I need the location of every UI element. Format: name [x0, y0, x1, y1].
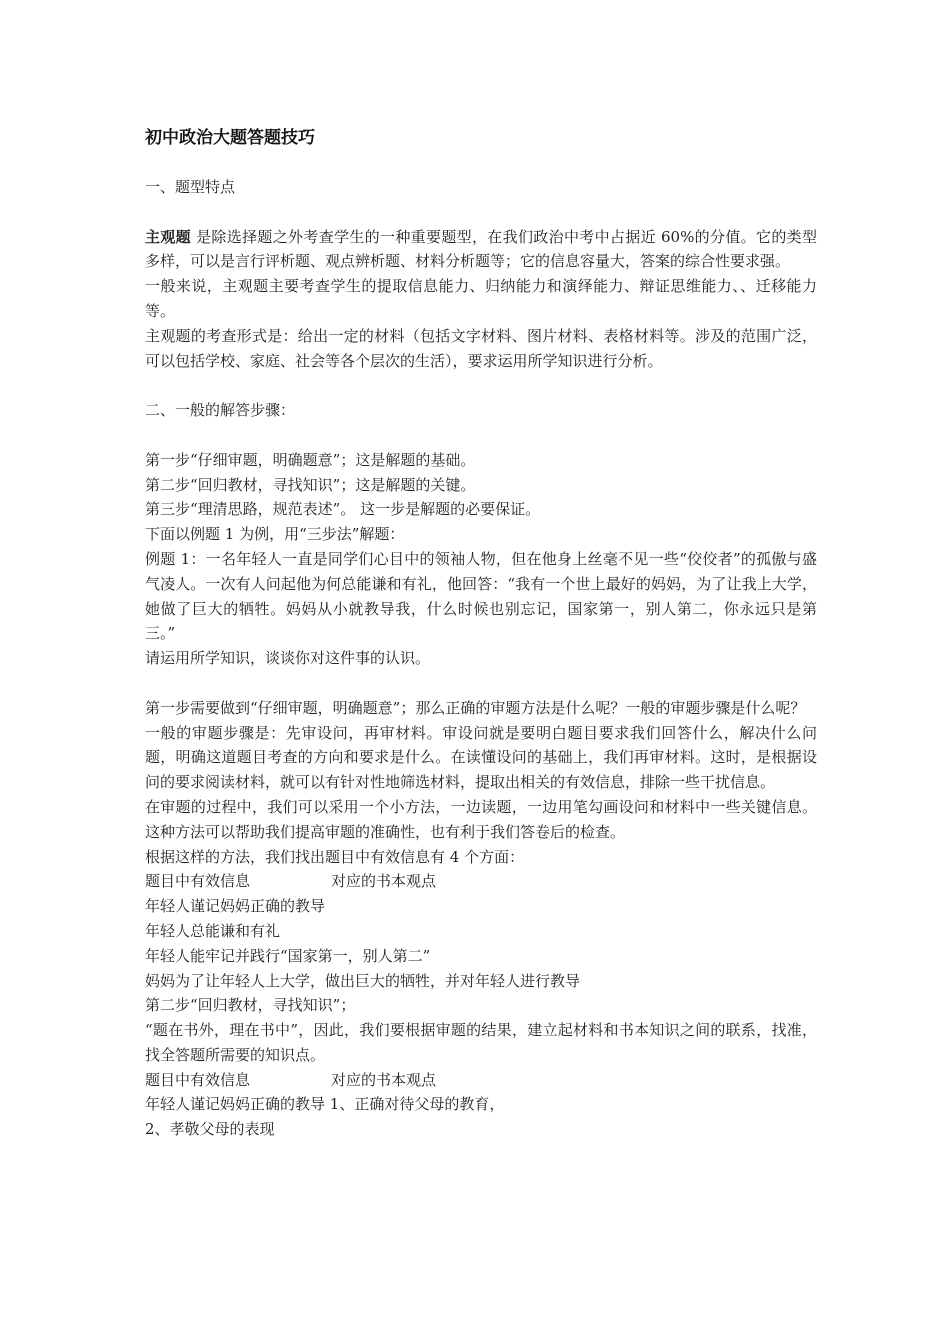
section-heading-features: 一、题型特点 — [145, 178, 236, 196]
step-one: 第一步“仔细审题，明确题意”；这是解题的基础。 — [145, 450, 476, 469]
document-title: 初中政治大题答题技巧 — [145, 128, 315, 148]
example-text: 例题 1：一名年轻人一直是同学们心目中的领袖人物，但在他身上丝毫不见一些“佼佼者”的孤傲与盛气凌人。一次有人问起他为何总能谦和有礼，他回答：“我有一个世上最好的妈妈，为了让我上大学，她做了巨大的牺牲。妈妈从小就教导我，什么时候也别忘记，国家第一，别人第二，你永远只是第三。” — [145, 549, 817, 643]
analysis-paragraph-2: 一般的审题步骤是：先审设问，再审材料。审设问就是要明白题目要求我们回答什么，解决什么问题，明确这道题目考查的方向和要求是什么。在读懂设问的基础上，我们再审材料。这时，是根据设问的要求阅读材料，就可以有针对性地筛选材料，提取出相关的有效信息，排除一些干扰信息。 — [145, 723, 817, 792]
list-item: 妈妈为了让年轻人上大学，做出巨大的牺牲，并对年轻人进行教导 — [145, 971, 581, 990]
table-row: 年轻人谨记妈妈正确的教导 1、正确对待父母的教育， — [145, 1095, 505, 1114]
list-item: 年轻人谨记妈妈正确的教导 — [145, 897, 326, 916]
table-header-viewpoint: 对应的书本观点 — [331, 872, 437, 891]
paragraph-text: 是除选择题之外考查学生的一种重要题型，在我们政治中考中占据近 60%的分值。它的类型多样，可以是言行评析题、观点辨析题、材料分析题等；它的信息容量大，答案的综合性要求强。 — [145, 227, 817, 271]
table-header-viewpoint: 对应的书本观点 — [331, 1070, 437, 1089]
table-header-info: 题目中有效信息 — [145, 872, 251, 891]
step-three: 第三步“理清思路，规范表述”。 这一步是解题的必要保证。 — [145, 500, 541, 519]
table-header-row-2 — [145, 1068, 817, 1093]
step-two-text: “题在书外，理在书中”，因此，我们要根据审题的结果，建立起材料和书本知识之间的联系，找准，找全答题所需要的知识点。 — [145, 1021, 817, 1064]
list-item: 年轻人能牢记并践行“国家第一，别人第二” — [145, 946, 431, 965]
section-heading-steps: 二、一般的解答步骤： — [145, 401, 296, 420]
list-item: 年轻人总能谦和有礼 — [145, 921, 281, 940]
analysis-paragraph-3: 在审题的过程中，我们可以采用一个小方法，一边读题，一边用笔勾画设问和材料中一些关键信息。这种方法可以帮助我们提高审题的准确性，也有利于我们答卷后的检查。 — [145, 797, 817, 841]
table-header-info: 题目中有效信息 — [145, 1070, 251, 1089]
example-question: 请运用所学知识，谈谈你对这件事的认识。 — [145, 649, 431, 668]
bold-term: 主观题 — [145, 227, 191, 246]
paragraph-abilities: 一般来说，主观题主要考查学生的提取信息能力、归纳能力和演绎能力、辩证思维能力、、迁移能力等。 — [145, 277, 817, 320]
document-page — [145, 126, 817, 1142]
paragraph-forms: 主观题的考查形式是：给出一定的材料（包括文字材料、图片材料、表格材料等。涉及的范围广泛，可以包括学校、家庭、社会等各个层次的生活），要求运用所学知识进行分析。 — [145, 326, 817, 370]
table-row: 2、孝敬父母的表现 — [145, 1120, 275, 1139]
step-two: 第二步“回归教材，寻找知识”；这是解题的关键。 — [145, 475, 476, 494]
table-header-row — [145, 869, 817, 894]
paragraph-subjective-definition — [145, 225, 817, 275]
step-two-heading: 第二步“回归教材，寻找知识”； — [145, 996, 356, 1015]
example-intro: 下面以例题 1 为例，用“三步法”解题： — [145, 525, 405, 544]
analysis-paragraph-1: 第一步需要做到“仔细审题，明确题意”；那么正确的审题方法是什么呢？一般的审题步骤是什么呢？ — [145, 698, 806, 717]
analysis-paragraph-4: 根据这样的方法，我们找出题目中有效信息有 4 个方面： — [145, 847, 525, 866]
